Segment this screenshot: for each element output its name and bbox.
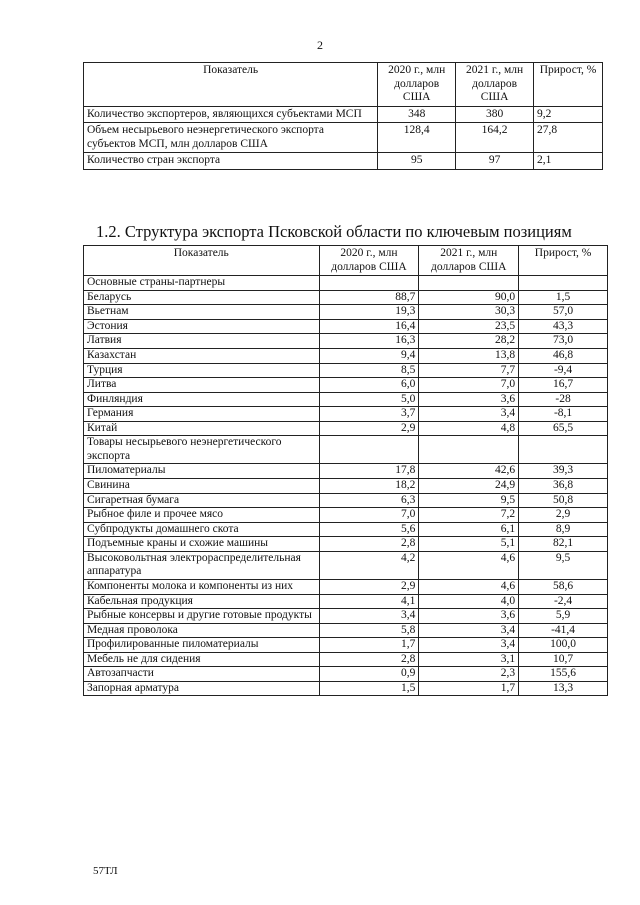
- table-cell: [319, 276, 419, 291]
- table-cell: 46,8: [519, 348, 608, 363]
- table-row: [84, 609, 608, 624]
- table-cell: 164,2: [456, 123, 534, 153]
- table-cell: 9,5: [419, 493, 519, 508]
- table-cell: Пиломатериалы: [84, 464, 320, 479]
- table-row: [84, 305, 608, 320]
- table-cell: 39,3: [519, 464, 608, 479]
- table-cell: Рыбное филе и прочее мясо: [84, 508, 320, 523]
- table-cell: 3,6: [419, 392, 519, 407]
- table-cell: 4,1: [319, 594, 419, 609]
- table-cell: 3,1: [419, 652, 519, 667]
- table-row: [84, 153, 603, 170]
- table-cell: Компоненты молока и компоненты из них: [84, 579, 320, 594]
- column-header: Прирост, %: [534, 63, 603, 107]
- column-header: Прирост, %: [519, 246, 608, 276]
- table-cell: 2,9: [319, 579, 419, 594]
- table-cell: Эстония: [84, 319, 320, 334]
- table-cell: 17,8: [319, 464, 419, 479]
- table-row: [84, 290, 608, 305]
- table-cell: -28: [519, 392, 608, 407]
- table-cell: Высоковольтная электрораспределительная аппаратура: [84, 551, 320, 579]
- table-row: [84, 348, 608, 363]
- table-cell: 18,2: [319, 479, 419, 494]
- table-row: [84, 493, 608, 508]
- table-cell: 3,4: [419, 638, 519, 653]
- table-cell: Вьетнам: [84, 305, 320, 320]
- table-cell: Финляндия: [84, 392, 320, 407]
- table-cell: 3,7: [319, 407, 419, 422]
- table-cell: 16,3: [319, 334, 419, 349]
- table-cell: -9,4: [519, 363, 608, 378]
- table-row: [84, 623, 608, 638]
- table-cell: 82,1: [519, 537, 608, 552]
- table-row: [84, 594, 608, 609]
- table-cell: 28,2: [419, 334, 519, 349]
- table-cell: Германия: [84, 407, 320, 422]
- table-cell: Подъемные краны и схожие машины: [84, 537, 320, 552]
- table-row: [84, 363, 608, 378]
- table-cell: 2,9: [519, 508, 608, 523]
- table-cell: 9,2: [534, 106, 603, 123]
- table-cell: 16,7: [519, 378, 608, 393]
- table-cell: 5,8: [319, 623, 419, 638]
- table-cell: 19,3: [319, 305, 419, 320]
- table-row: [84, 378, 608, 393]
- table-row: [84, 579, 608, 594]
- table-cell: 13,3: [519, 681, 608, 696]
- table-cell: 42,6: [419, 464, 519, 479]
- table-cell: Латвия: [84, 334, 320, 349]
- table-cell: 16,4: [319, 319, 419, 334]
- table-cell: 380: [456, 106, 534, 123]
- table-cell: 128,4: [378, 123, 456, 153]
- table-cell: Количество экспортеров, являющихся субъектами МСП: [84, 106, 378, 123]
- table-cell: -8,1: [519, 407, 608, 422]
- column-header: 2021 г., млн долларов США: [456, 63, 534, 107]
- table-cell: Товары несырьевого неэнергетического экспорта: [84, 436, 320, 464]
- table-cell: 5,1: [419, 537, 519, 552]
- table-cell: 2,8: [319, 537, 419, 552]
- table-cell: 5,6: [319, 522, 419, 537]
- summary-table: [83, 62, 603, 170]
- table-cell: 5,9: [519, 609, 608, 624]
- table-cell: 73,0: [519, 334, 608, 349]
- table-cell: 24,9: [419, 479, 519, 494]
- column-header: 2020 г., млн долларов США: [378, 63, 456, 107]
- table-cell: 5,0: [319, 392, 419, 407]
- column-header: 2020 г., млн долларов США: [319, 246, 419, 276]
- table-cell: 36,8: [519, 479, 608, 494]
- table-cell: [519, 436, 608, 464]
- table-cell: 57,0: [519, 305, 608, 320]
- table-cell: 3,4: [319, 609, 419, 624]
- table-cell: Рыбные консервы и другие готовые продукты: [84, 609, 320, 624]
- table-row: [84, 276, 608, 291]
- table-cell: 90,0: [419, 290, 519, 305]
- table-cell: 9,4: [319, 348, 419, 363]
- table-cell: 0,9: [319, 667, 419, 682]
- table-cell: 1,7: [319, 638, 419, 653]
- table-cell: 6,1: [419, 522, 519, 537]
- table-cell: Сигаретная бумага: [84, 493, 320, 508]
- column-header: Показатель: [84, 246, 320, 276]
- table-cell: -2,4: [519, 594, 608, 609]
- table-header-row: [84, 63, 603, 107]
- table-cell: Объем несырьевого неэнергетического экспорта субъектов МСП, млн долларов США: [84, 123, 378, 153]
- table-cell: [419, 276, 519, 291]
- table-cell: 348: [378, 106, 456, 123]
- table-cell: 4,6: [419, 579, 519, 594]
- table-row: [84, 551, 608, 579]
- table-cell: Кабельная продукция: [84, 594, 320, 609]
- table-cell: 7,0: [419, 378, 519, 393]
- table-cell: Запорная арматура: [84, 681, 320, 696]
- table-cell: 2,1: [534, 153, 603, 170]
- table-row: [84, 508, 608, 523]
- table-cell: -41,4: [519, 623, 608, 638]
- table-cell: Профилированные пиломатериалы: [84, 638, 320, 653]
- table-cell: 4,0: [419, 594, 519, 609]
- column-header: 2021 г., млн долларов США: [419, 246, 519, 276]
- table-row: [84, 638, 608, 653]
- table-row: [84, 106, 603, 123]
- table-cell: 10,7: [519, 652, 608, 667]
- table-cell: 8,5: [319, 363, 419, 378]
- table-cell: 58,6: [519, 579, 608, 594]
- table-row: [84, 334, 608, 349]
- table-cell: 3,4: [419, 407, 519, 422]
- table-cell: 4,2: [319, 551, 419, 579]
- table-cell: 1,5: [319, 681, 419, 696]
- table-row: [84, 464, 608, 479]
- table-cell: Автозапчасти: [84, 667, 320, 682]
- table-row: [84, 421, 608, 436]
- table-cell: 4,6: [419, 551, 519, 579]
- table-cell: 2,9: [319, 421, 419, 436]
- table-cell: 23,5: [419, 319, 519, 334]
- table-cell: Свинина: [84, 479, 320, 494]
- table-cell: 88,7: [319, 290, 419, 305]
- table-cell: 3,6: [419, 609, 519, 624]
- table-cell: 50,8: [519, 493, 608, 508]
- table-row: [84, 537, 608, 552]
- table-row: [84, 319, 608, 334]
- table-cell: 65,5: [519, 421, 608, 436]
- table-cell: 2,3: [419, 667, 519, 682]
- table-cell: 7,2: [419, 508, 519, 523]
- table-cell: Количество стран экспорта: [84, 153, 378, 170]
- table-cell: Казахстан: [84, 348, 320, 363]
- table-row: [84, 479, 608, 494]
- table-cell: 9,5: [519, 551, 608, 579]
- table-row: [84, 667, 608, 682]
- table-cell: 100,0: [519, 638, 608, 653]
- column-header: Показатель: [84, 63, 378, 107]
- table-cell: 27,8: [534, 123, 603, 153]
- table-cell: 4,8: [419, 421, 519, 436]
- table-cell: 13,8: [419, 348, 519, 363]
- table-cell: 6,0: [319, 378, 419, 393]
- table-cell: 1,7: [419, 681, 519, 696]
- table-cell: 3,4: [419, 623, 519, 638]
- table-row: [84, 407, 608, 422]
- table-cell: 7,7: [419, 363, 519, 378]
- page-number: 2: [317, 38, 323, 52]
- table-row: [84, 123, 603, 153]
- table-cell: 8,9: [519, 522, 608, 537]
- table-cell: Литва: [84, 378, 320, 393]
- table-cell: 2,8: [319, 652, 419, 667]
- table-row: [84, 681, 608, 696]
- structure-table: [83, 245, 608, 696]
- table-cell: 43,3: [519, 319, 608, 334]
- table-cell: Медная проволока: [84, 623, 320, 638]
- table-cell: 95: [378, 153, 456, 170]
- table-row: [84, 392, 608, 407]
- table-cell: 7,0: [319, 508, 419, 523]
- section-title: 1.2. Структура экспорта Псковской области по ключевым позициям: [96, 222, 572, 241]
- table-cell: 30,3: [419, 305, 519, 320]
- table-cell: [419, 436, 519, 464]
- table-cell: Субпродукты домашнего скота: [84, 522, 320, 537]
- table-cell: [319, 436, 419, 464]
- table-cell: 6,3: [319, 493, 419, 508]
- table-cell: Беларусь: [84, 290, 320, 305]
- table-cell: Турция: [84, 363, 320, 378]
- table-cell: [519, 276, 608, 291]
- table-cell: Китай: [84, 421, 320, 436]
- table-cell: 97: [456, 153, 534, 170]
- table-header-row: [84, 246, 608, 276]
- footer-code: 57ТЛ: [93, 865, 118, 877]
- table-row: [84, 522, 608, 537]
- table-cell: 1,5: [519, 290, 608, 305]
- table-cell: Основные страны-партнеры: [84, 276, 320, 291]
- table-row: [84, 436, 608, 464]
- table-cell: 155,6: [519, 667, 608, 682]
- table-cell: Мебель не для сидения: [84, 652, 320, 667]
- table-row: [84, 652, 608, 667]
